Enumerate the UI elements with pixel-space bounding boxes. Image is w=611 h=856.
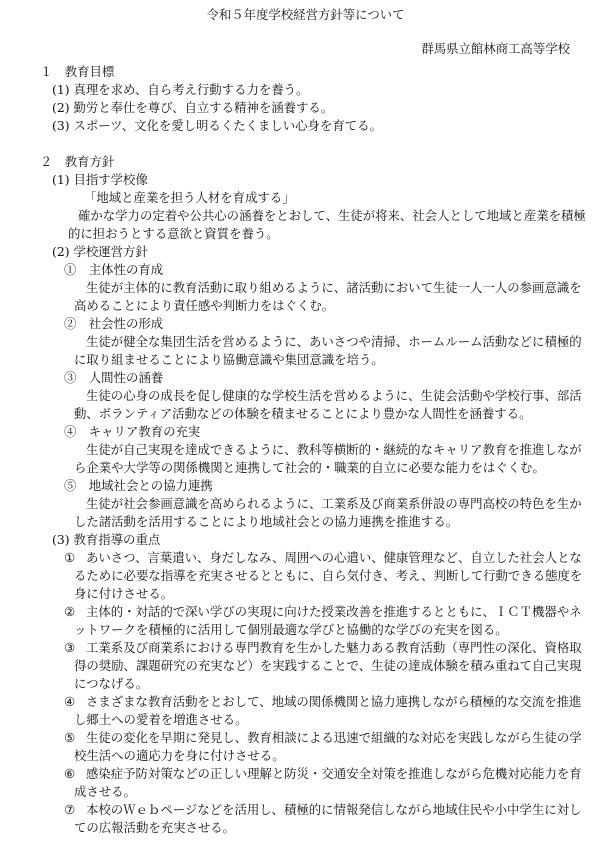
subsection-heading: (1) 目指す学校像 (52, 172, 148, 187)
item-number: ③ (64, 640, 76, 655)
policy-item-title: ② 社会性の形成 (64, 316, 164, 331)
paragraph-line: さまざまな教育活動をとおして、地域の関係機関と協力連携しながら積極的な交流を推進 (86, 694, 582, 709)
paragraph-line: 生徒が自己実現を達成できるように、教科等横断的・継続的なキャリア教育を推進しなが (86, 442, 582, 457)
paragraph-line: あいさつ、言葉遣い、身だしなみ、周囲への心遣い、健康管理など、自立した社会人とな (86, 550, 582, 565)
policy-item-title: ④ キャリア教育の充実 (64, 424, 201, 439)
goal-item: (2) 勤労と奉仕を尊び、自立する精神を涵養する。 (52, 100, 334, 115)
paragraph-line: 成させる。 (74, 784, 136, 799)
paragraph-line: 確かな学力の定着や公共心の涵養をとおして、生徒が将来、社会人として地域と産業を積極 (78, 208, 586, 223)
item-number: ⑤ (64, 730, 76, 745)
paragraph-line: ットワークを積極的に活用して個別最適な学びと協働的な学びの充実を図る。 (74, 622, 508, 637)
paragraph-line: 生徒の変化を早期に発見し、教育相談による迅速で組織的な対応を実践しながら生徒の学 (86, 730, 582, 745)
paragraph-line: 本校のＷｅｂページなどを活用し、積極的に情報発信しながら地域住民や小中学生に対し (86, 802, 582, 817)
item-number: ② (64, 604, 76, 619)
paragraph-line: 高めることにより責任感や判断力をはぐくむ。 (74, 298, 335, 313)
vision-quote: 「地域と産業を担う人材を育成する」 (84, 190, 295, 205)
paragraph-line: に取り組ませることにより協働意識や集団意識を培う。 (74, 352, 384, 367)
paragraph-line: 生徒の心身の成長を促し健康的な学校生活を営めるように、生徒会活動や学校行事、部活 (86, 388, 582, 403)
paragraph-line: 校生活への適応力を身に付けさせる。 (74, 748, 285, 763)
paragraph-line: し郷土への愛着を増進させる。 (74, 712, 248, 727)
item-number: ④ (64, 694, 76, 709)
item-number: ⑦ (64, 802, 76, 817)
paragraph-line: ら企業や大学等の関係機関と連携して社会的・職業的自立に必要な能力をはぐくむ。 (74, 460, 545, 475)
subsection-heading: (3) 教育指導の重点 (52, 532, 161, 547)
paragraph-line: 動、ボランティア活動などの体験を積ませることにより豊かな人間性を涵養する。 (74, 406, 532, 421)
paragraph-line: 生徒が健全な集団生活を営めるように、あいさつや清掃、ホームルーム活動などに積極的 (86, 334, 582, 349)
paragraph-line: ての広報活動を充実させる。 (74, 820, 236, 835)
paragraph-line: につなげる。 (74, 676, 149, 691)
paragraph-line: 生徒が主体的に教育活動に取り組めるように、諸活動において生徒一人一人の参画意識を (86, 280, 582, 295)
policy-item-title: ① 主体性の育成 (64, 262, 164, 277)
policy-item-title: ③ 人間性の涵養 (64, 370, 164, 385)
item-number: ⑥ (64, 766, 76, 781)
item-number: ① (64, 550, 76, 565)
subsection-heading: (2) 学校運営方針 (52, 244, 148, 259)
paragraph-line: 的に担おうとする意欲と資質を養う。 (68, 226, 279, 241)
paragraph-line: 得の奨励、課題研究の充実など）を実践することで、生徒の達成体験を積み重ねて自己実現 (74, 658, 582, 673)
page-title: 令和５年度学校経営方針等について (206, 7, 405, 22)
paragraph-line: るために必要な指導を充実させるとともに、自ら気付き、考え、判断して行動できる態度を (74, 568, 583, 583)
paragraph-line: した諸活動を活用することにより地域社会との協力連携を推進する。 (74, 514, 459, 529)
paragraph-line: 工業系及び商業系における専門教育を生かした魅力ある教育活動（専門性の深化、資格取 (86, 640, 582, 655)
paragraph-line: 生徒が社会参画意識を高められるように、工業系及び商業系併設の専門高校の特色を生か (86, 496, 582, 511)
paragraph-line: 感染症予防対策などの正しい理解と防災・交通安全対策を推進しながら危機対応能力を育 (86, 766, 582, 781)
goal-item: (1) 真理を求め、自ら考え行動する力を養う。 (52, 82, 309, 97)
section-heading: ２ 教育方針 (40, 154, 115, 169)
paragraph-line: 身に付けさせる。 (74, 586, 174, 601)
section-heading: １ 教育目標 (40, 64, 115, 79)
goal-item: (3) スポーツ、文化を愛し明るくたくましい心身を育てる。 (52, 118, 382, 133)
paragraph-line: 主体的・対話的で深い学びの実現に向けた授業改善を推進するとともに、ＩＣＴ機器やネ (86, 604, 582, 619)
school-name: 群馬県立館林商工高等学校 (421, 41, 570, 56)
policy-item-title: ⑤ 地域社会との協力連携 (64, 478, 213, 493)
